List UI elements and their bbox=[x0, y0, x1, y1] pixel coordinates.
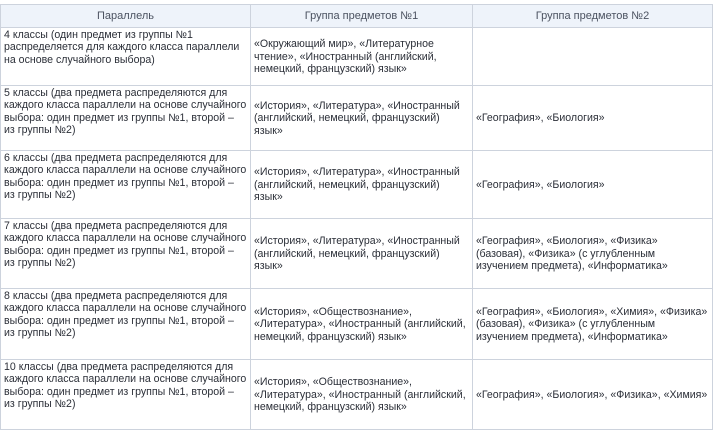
group-2-cell bbox=[473, 28, 713, 86]
parallel-cell: 7 классы (два предмета распределяются для каждого класса параллели на основе случайного выбора: один предмет из группы №1, второй – из группы №2) bbox=[1, 219, 251, 289]
table-row bbox=[1, 219, 713, 289]
column-header-parallel: Параллель bbox=[1, 5, 251, 28]
table-row bbox=[1, 360, 713, 430]
parallel-cell: 10 классы (два предмета распределяются для каждого класса параллели на основе случайного выбора: один предмет из группы №1, второй – из группы №2) bbox=[1, 360, 251, 430]
table-row bbox=[1, 289, 713, 360]
subjects-distribution-table bbox=[0, 4, 713, 430]
group-1-cell: «История», «Обществознание», «Литература», «Иностранный (английский, немецкий, французский) язык» bbox=[251, 289, 473, 360]
group-2-cell: «География», «Биология», «Химия», «Физика» (базовая), «Физика» (с углубленным изучением предмета), «Информатика» bbox=[473, 289, 713, 360]
column-header-group-2: Группа предметов №2 bbox=[473, 5, 713, 28]
group-2-cell: «География», «Биология», «Физика», «Химия» bbox=[473, 360, 713, 430]
column-header-group-1: Группа предметов №1 bbox=[251, 5, 473, 28]
parallel-cell: 4 классы (один предмет из группы №1 распределяется для каждого класса параллели на основе случайного выбора) bbox=[1, 28, 251, 86]
table-row bbox=[1, 28, 713, 86]
table-row bbox=[1, 86, 713, 151]
group-1-cell: «Окружающий мир», «Литературное чтение», «Иностранный (английский, немецкий, французский) язык» bbox=[251, 28, 473, 86]
group-2-cell: «География», «Биология» bbox=[473, 86, 713, 151]
group-1-cell: «История», «Литература», «Иностранный (английский, немецкий, французский) язык» bbox=[251, 86, 473, 151]
group-1-cell: «История», «Литература», «Иностранный (английский, немецкий, французский) язык» bbox=[251, 151, 473, 219]
group-2-cell: «География», «Биология», «Физика» (базовая), «Физика» (с углубленным изучением предмета), «Информатика» bbox=[473, 219, 713, 289]
parallel-cell: 8 классы (два предмета распределяются для каждого класса параллели на основе случайного выбора: один предмет из группы №1, второй – из группы №2) bbox=[1, 289, 251, 360]
table-header-row bbox=[1, 5, 713, 28]
group-1-cell: «История», «Обществознание», «Литература», «Иностранный (английский, немецкий, французский) язык» bbox=[251, 360, 473, 430]
subjects-distribution-table-container bbox=[0, 4, 713, 430]
parallel-cell: 5 классы (два предмета распределяются для каждого класса параллели на основе случайного выбора: один предмет из группы №1, второй – из группы №2) bbox=[1, 86, 251, 151]
table-row bbox=[1, 151, 713, 219]
group-1-cell: «История», «Литература», «Иностранный (английский, немецкий, французский) язык» bbox=[251, 219, 473, 289]
group-2-cell: «География», «Биология» bbox=[473, 151, 713, 219]
parallel-cell: 6 классы (два предмета распределяются для каждого класса параллели на основе случайного выбора: один предмет из группы №1, второй – из группы №2) bbox=[1, 151, 251, 219]
